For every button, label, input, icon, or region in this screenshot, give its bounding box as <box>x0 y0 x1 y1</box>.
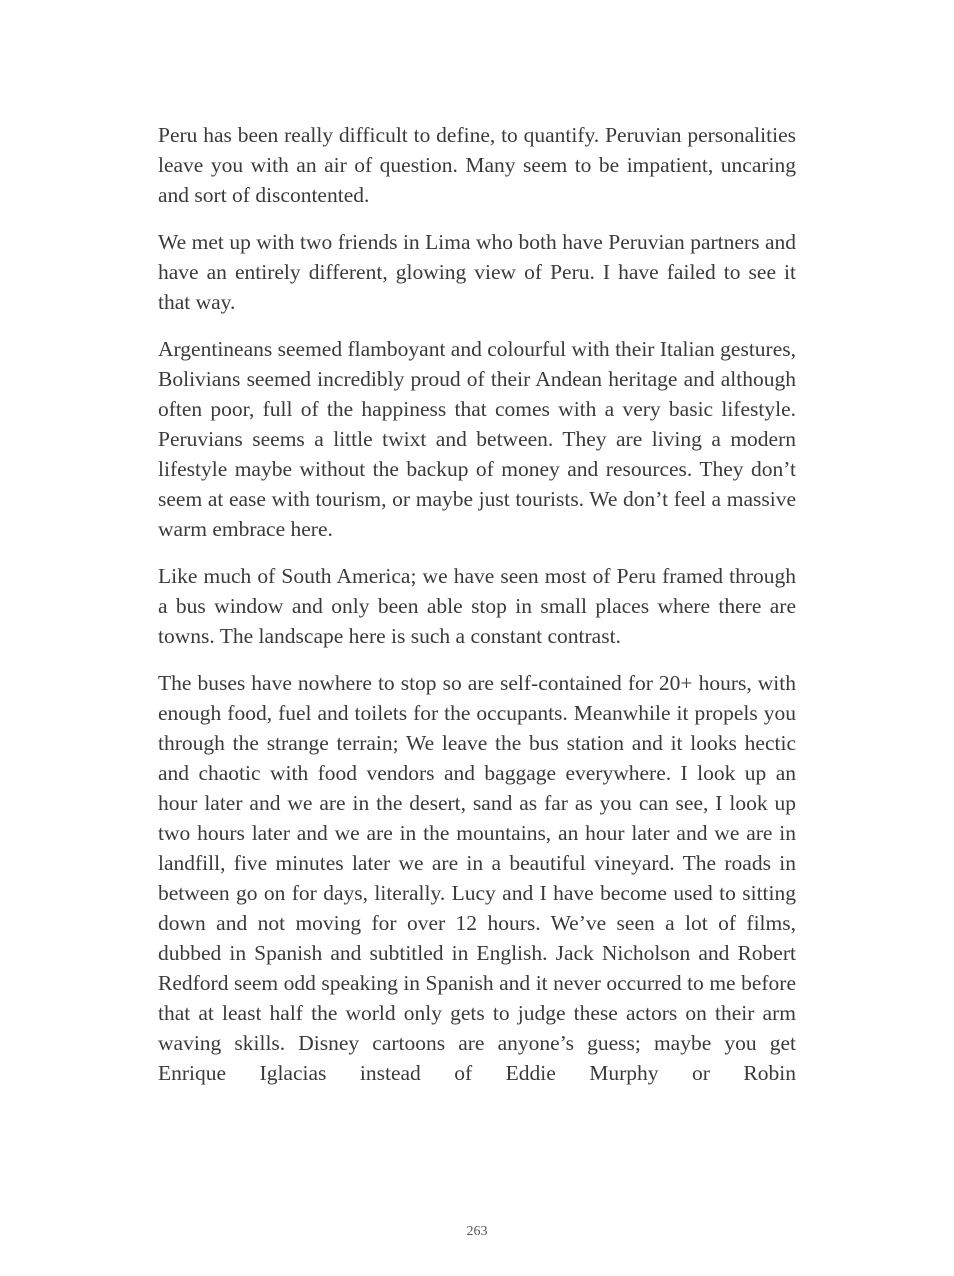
paragraph-3: Argentineans seemed flamboyant and colourful with their Italian gestures, Bolivians seemed incredibly proud of their Andean heritage and although often poor, full of the happiness that comes with a very basic lifestyle. Peruvians seems a little twixt and between. They are living a modern lifestyle maybe without the backup of money and resources. They don’t seem at ease with tourism, or maybe just tourists. We don’t feel a massive warm embrace here. <box>158 337 796 541</box>
paragraph-4: Like much of South America; we have seen most of Peru framed through a bus window and only been able stop in small places where there are towns. The landscape here is such a constant contrast. <box>158 564 796 648</box>
page-number: 263 <box>466 1224 488 1239</box>
paragraph-2: We met up with two friends in Lima who both have Peruvian partners and have an entirely different, glowing view of Peru. I have failed to see it that way. <box>158 230 796 314</box>
paragraph-1: Peru has been really difficult to define, to quantify. Peruvian personalities leave you with an air of question. Many seem to be impatient, uncaring and sort of discontented. <box>158 123 796 207</box>
body-text <box>158 120 796 1088</box>
paragraph-5: The buses have nowhere to stop so are self-contained for 20+ hours, with enough food, fuel and toilets for the occupants. Meanwhile it propels you through the strange terrain; We leave the bus station and it looks hectic and chaotic with food vendors and baggage everywhere. I look up an hour later and we are in the desert, sand as far as you can see, I look up two hours later and we are in the mountains, an hour later and we are in landfill, five minutes later we are in a beautiful vineyard. The roads in between go on for days, literally. Lucy and I have become used to sitting down and not moving for over 12 hours. We’ve seen a lot of films, dubbed in Spanish and subtitled in English. Jack Nicholson and Robert Redford seem odd speaking in Spanish and it never occurred to me before that at least half the world only gets to judge these actors on their arm waving skills. Disney cartoons are anyone’s guess; maybe you get Enrique Iglacias instead of Eddie Murphy or Robin <box>158 671 796 1085</box>
